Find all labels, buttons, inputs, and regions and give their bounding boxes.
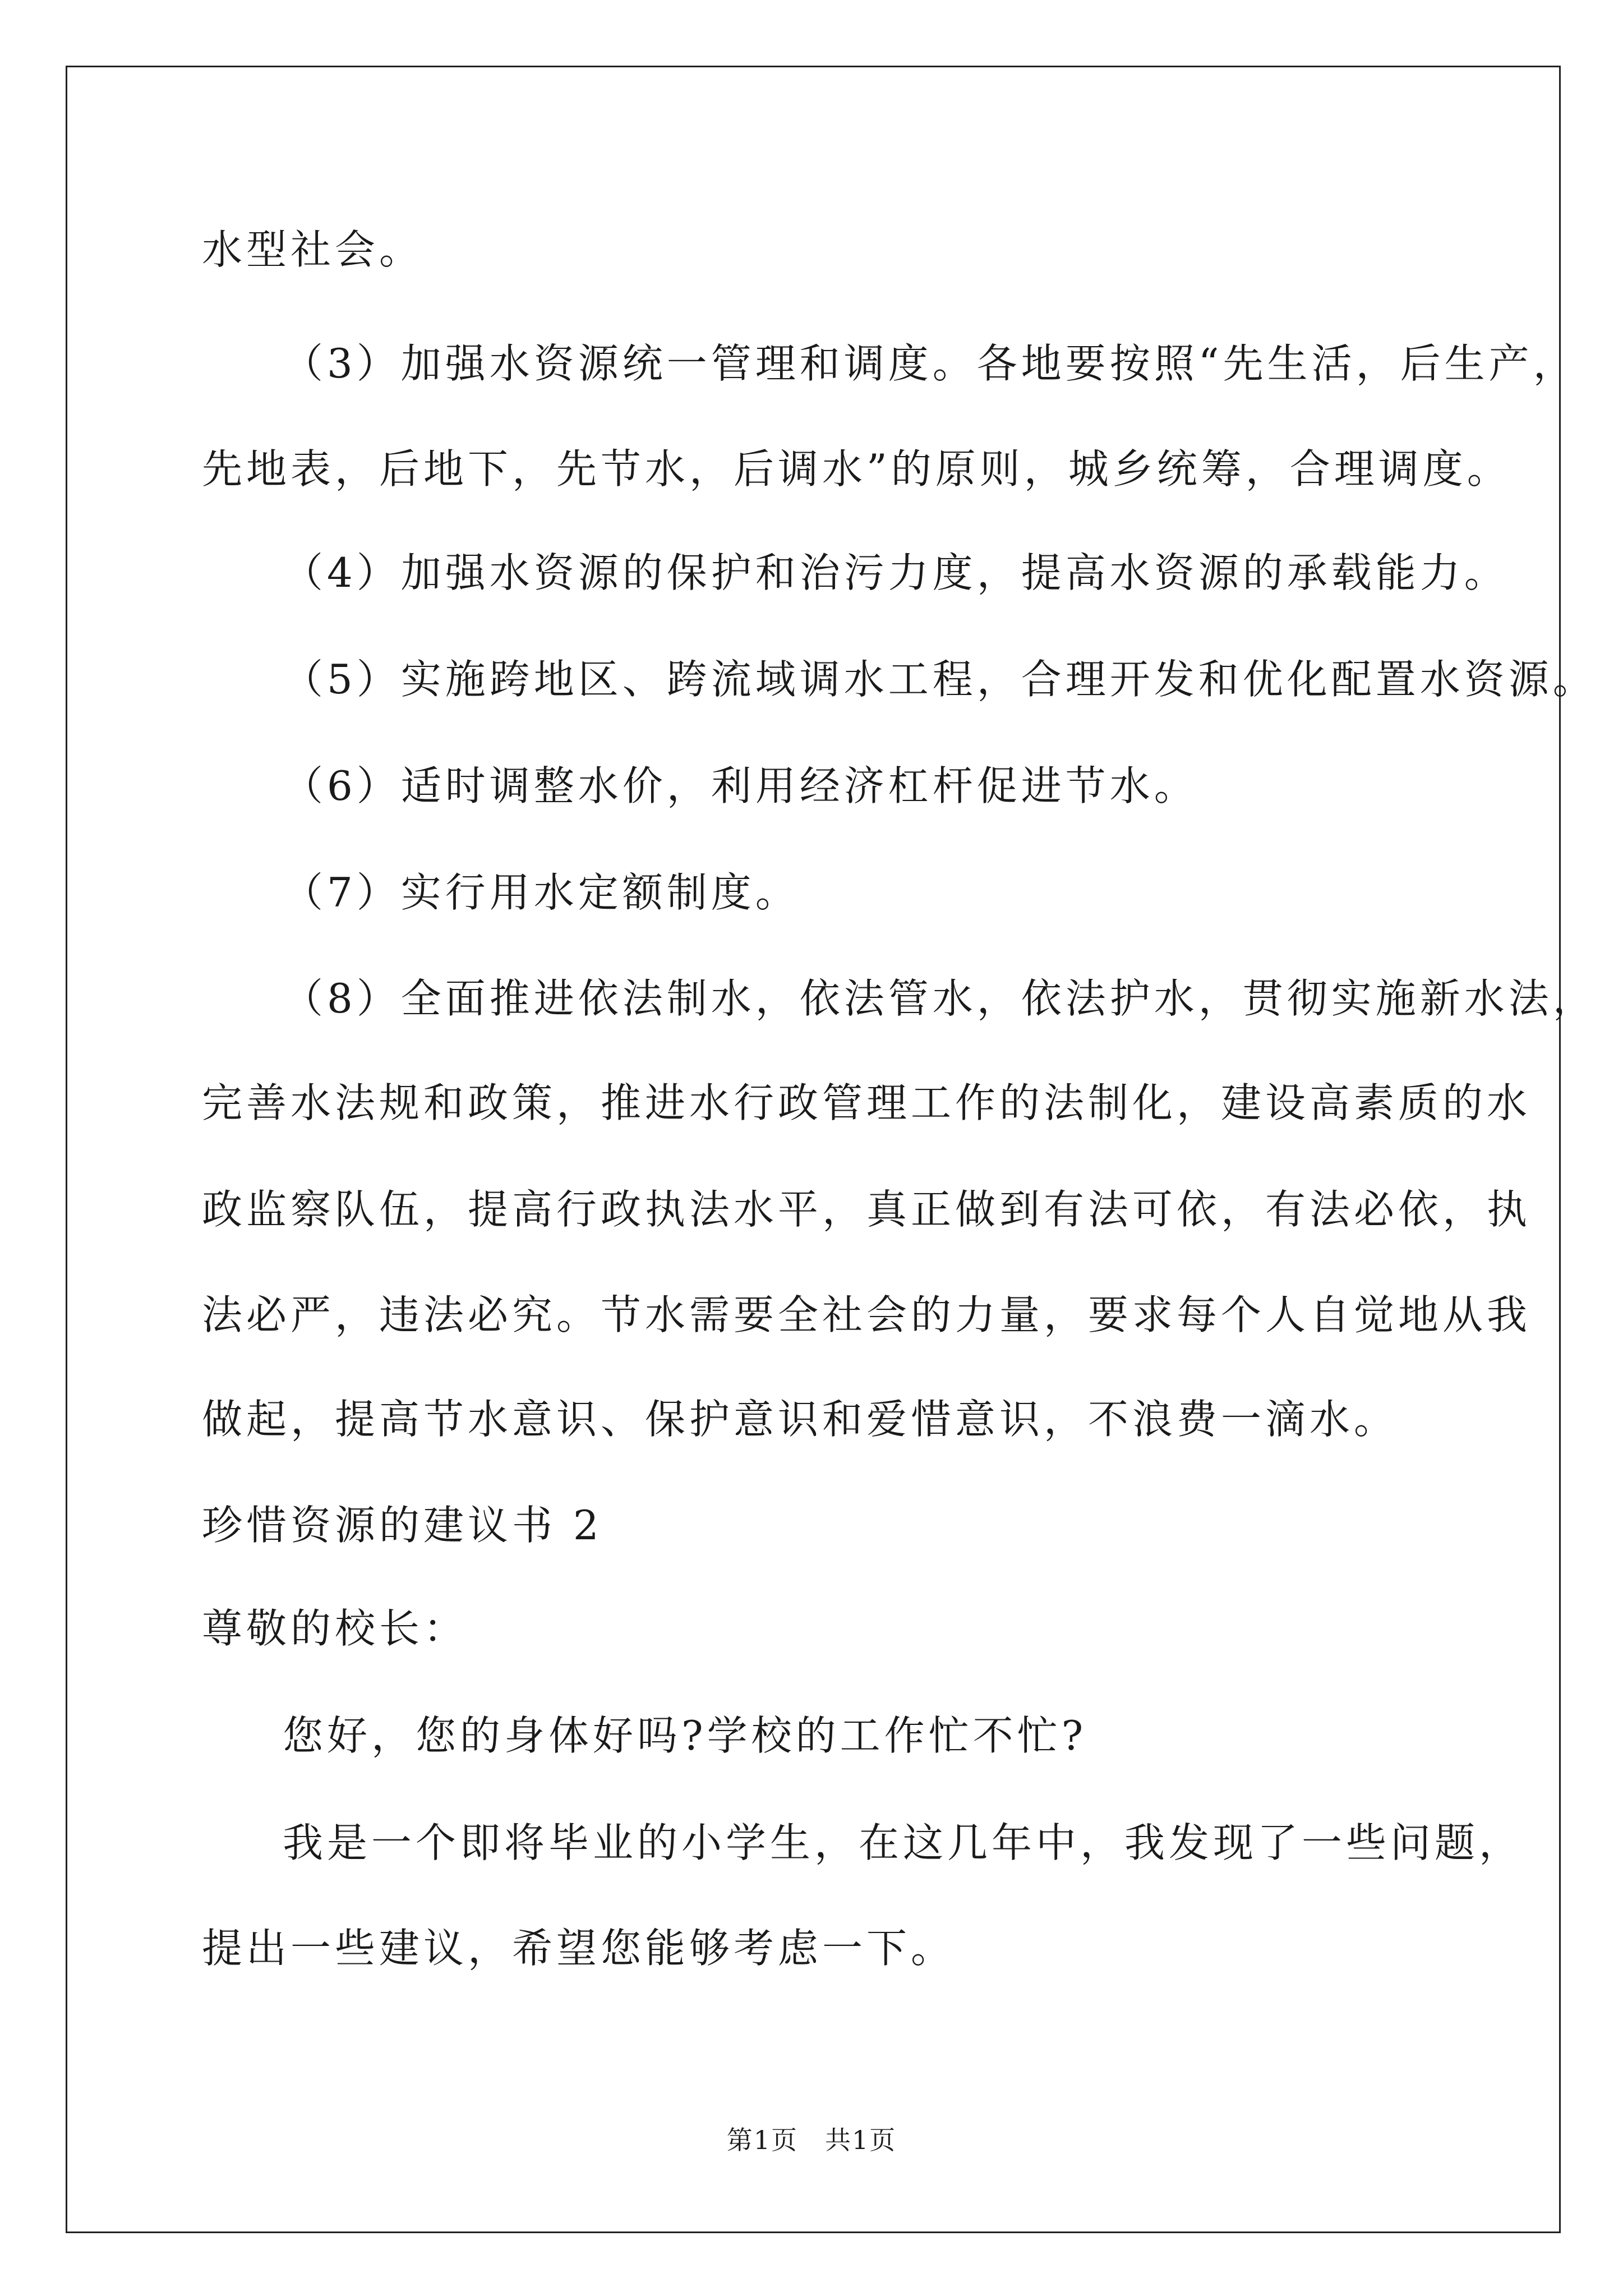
text-line: 您好，您的身体好吗?学校的工作忙不忙? [283, 1712, 1087, 1759]
text-line: 法必严，违法必究。节水需要全社会的力量，要求每个人自觉地从我 [202, 1291, 1532, 1338]
text-line: 做起，提高节水意识、保护意识和爱惜意识，不浪费一滴水。 [202, 1396, 1399, 1443]
text-line: 提出一些建议，希望您能够考虑一下。 [202, 1925, 956, 1972]
section-heading: 珍惜资源的建议书 2 [202, 1502, 603, 1549]
text-line: （4）加强水资源的保护和治污力度，提高水资源的承载能力。 [283, 549, 1509, 596]
text-line: 政监察队伍，提高行政执法水平，真正做到有法可依，有法必依，执 [202, 1186, 1532, 1233]
text-line: （7）实行用水定额制度。 [283, 869, 800, 916]
salutation: 尊敬的校长： [202, 1605, 468, 1652]
text-line: 我是一个即将毕业的小学生，在这几年中，我发现了一些问题， [283, 1819, 1524, 1866]
page-footer: 第1页 共1页 [726, 2125, 897, 2155]
text-line: （6）适时调整水价，利用经济杠杆促进节水。 [283, 762, 1198, 809]
text-line: （5）实施跨地区、跨流域调水工程，合理开发和优化配置水资源。 [283, 656, 1597, 703]
text-line: （8）全面推进依法制水，依法管水，依法护水，贯彻实施新水法， [283, 975, 1597, 1022]
text-line: 水型社会。 [202, 226, 424, 273]
text-line: 先地表，后地下，先节水，后调水”的原则，城乡统筹，合理调度。 [202, 445, 1511, 493]
text-line: 完善水法规和政策，推进水行政管理工作的法制化，建设高素质的水 [202, 1079, 1532, 1126]
page-border [66, 66, 1561, 2233]
text-line: （3）加强水资源统一管理和调度。各地要按照“先生活，后生产， [283, 340, 1578, 387]
